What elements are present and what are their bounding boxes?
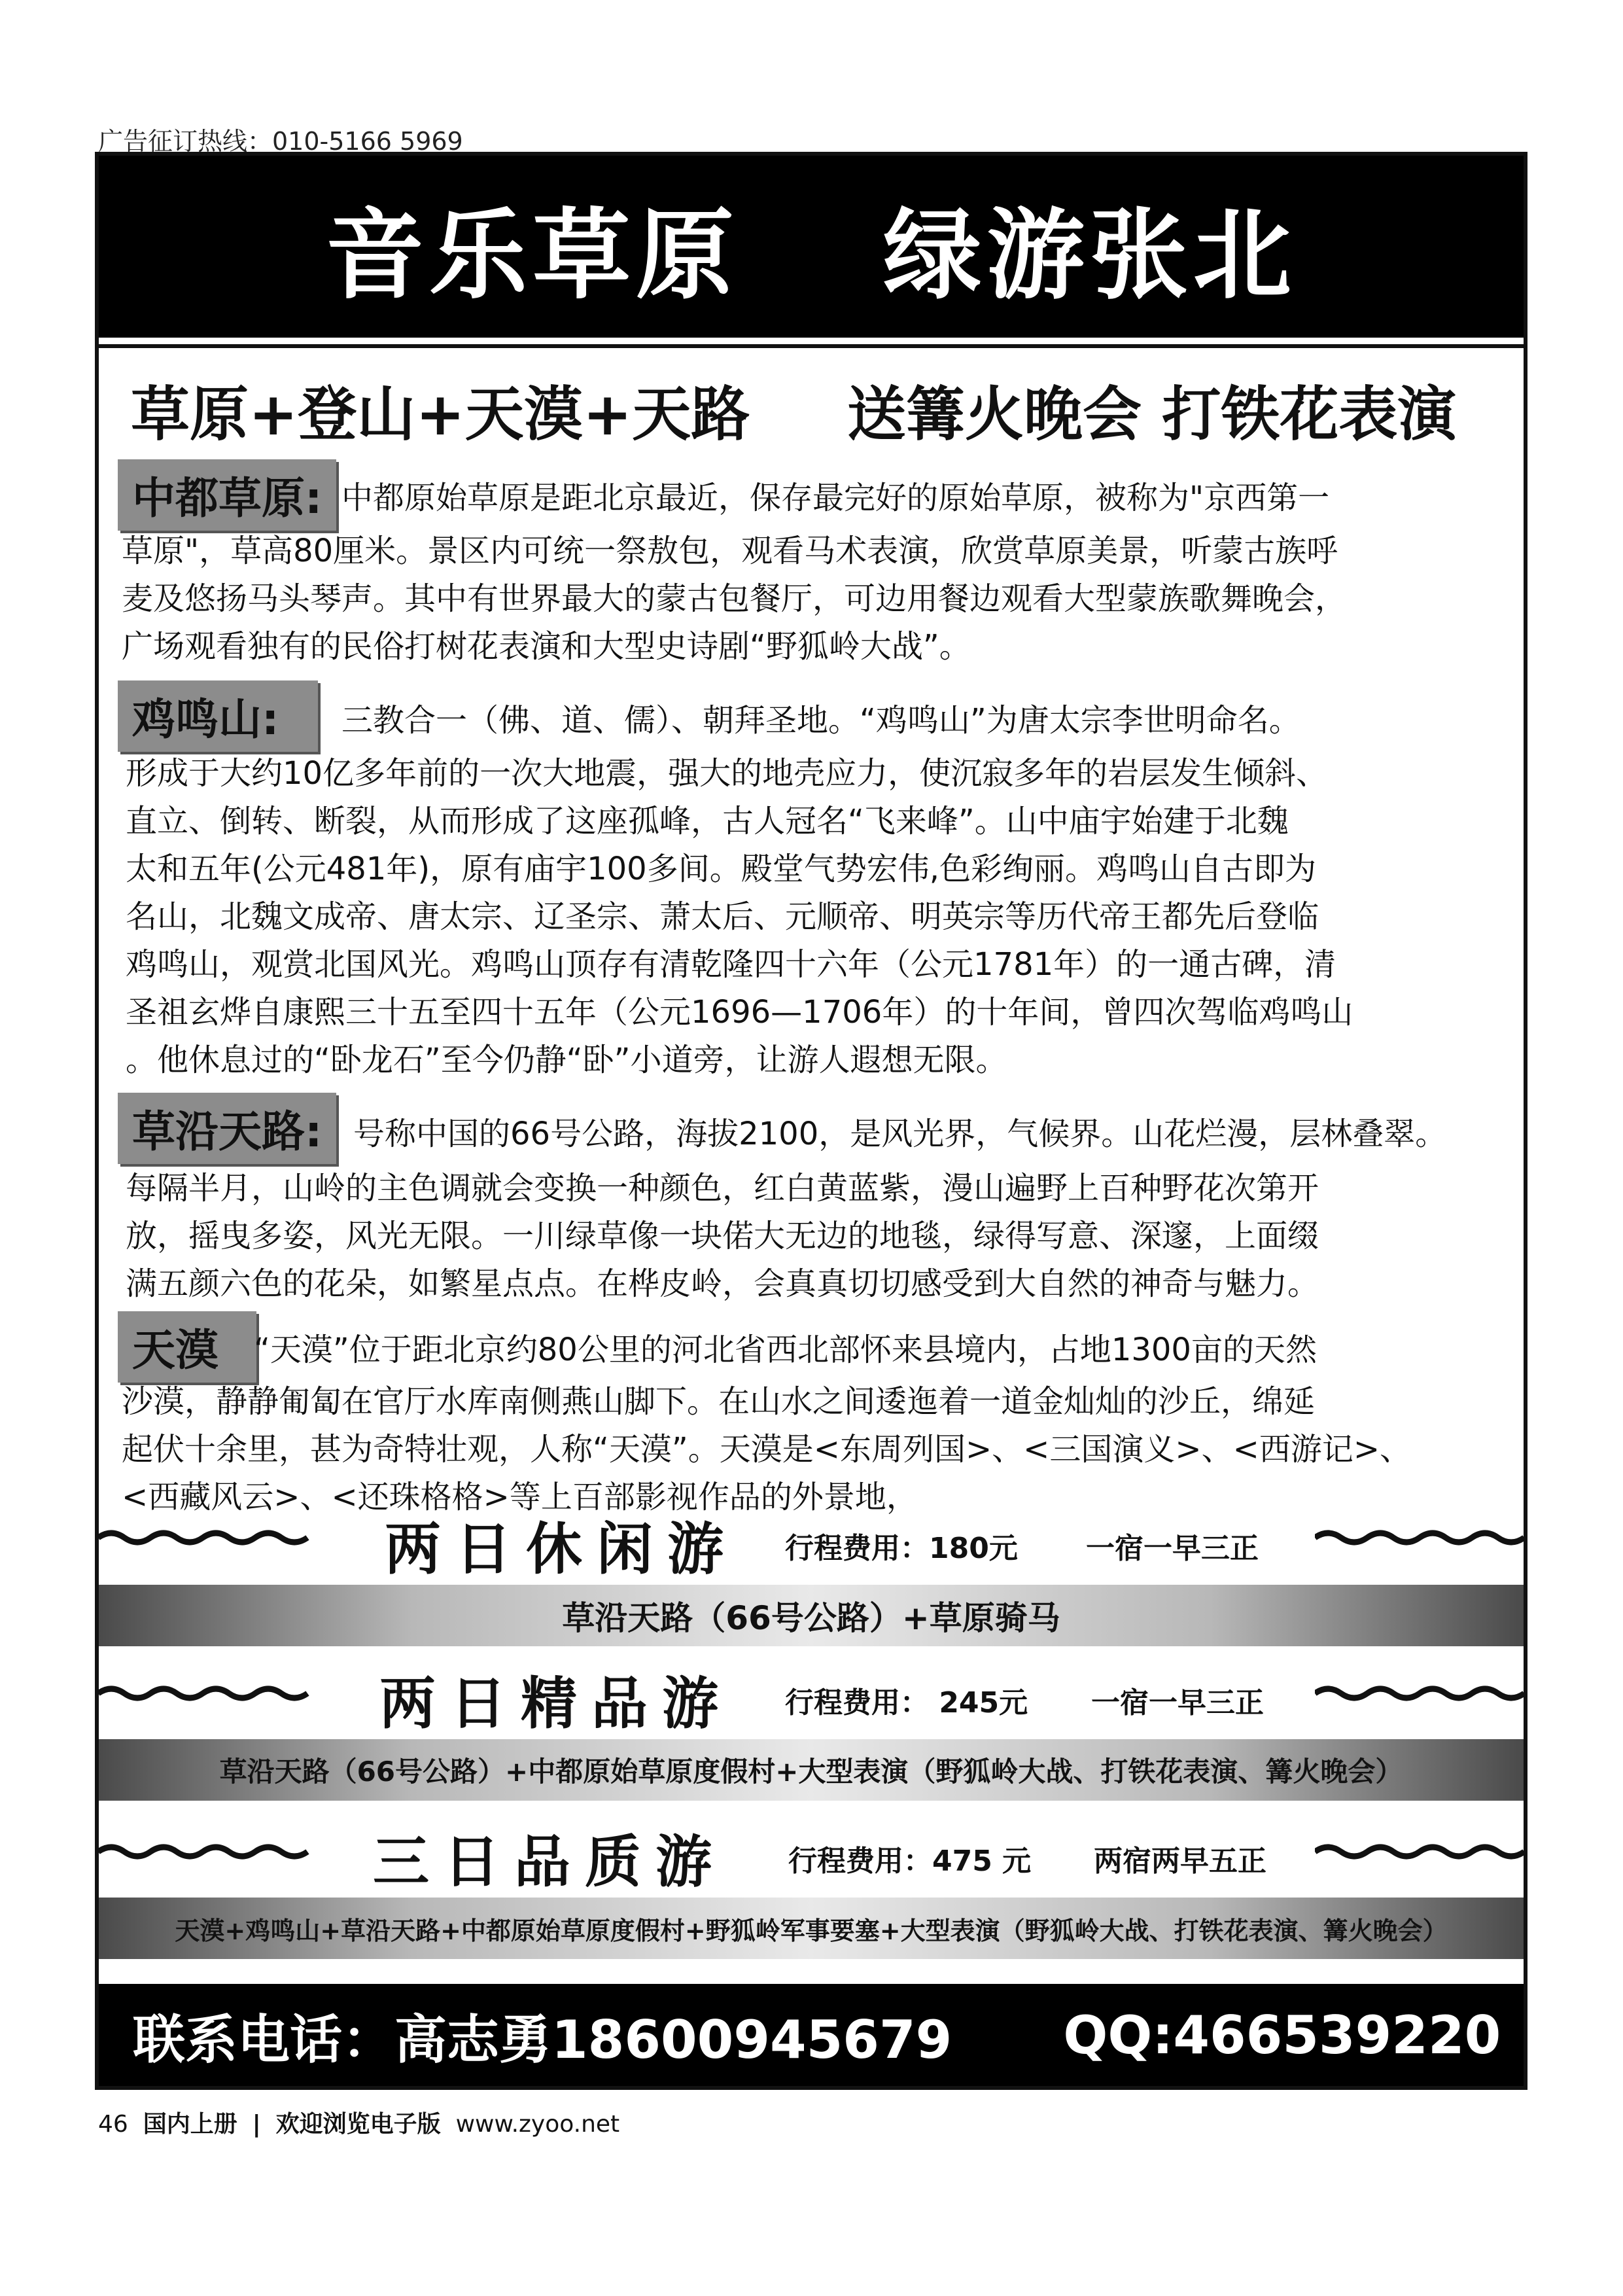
section-tag-zhongdu: 中都草原: <box>118 459 336 531</box>
tour-price: 行程费用：180元 <box>785 1532 1018 1565</box>
wave-decoration-left <box>98 1525 314 1551</box>
paragraph-line: 沙漠，静静匍匐在官厅水库南侧燕山脚下。在山水之间逶迤着一道金灿灿的沙丘，绵延 <box>122 1383 1316 1420</box>
page-footer <box>98 2106 620 2139</box>
tour-route: 草沿天路（66号公路）+中都原始草原度假村+大型表演（野狐岭大战、打铁花表演、篝火晚会） <box>219 1756 1403 1788</box>
tour-meals: 一宿一早三正 <box>1091 1686 1264 1720</box>
paragraph-line: 麦及悠扬马头琴声。其中有世界最大的蒙古包餐厅，可边用餐边观看大型蒙族歌舞晚会， <box>122 580 1347 617</box>
paragraph-line: 鸡鸣山，观赏北国风光。鸡鸣山顶存有清乾隆四十六年（公元1781年）的一通古碑，清 <box>126 946 1336 983</box>
paragraph-line: 名山，北魏文成帝、唐太宗、辽圣宗、萧太后、元顺帝、明英宗等历代帝王都先后登临 <box>126 898 1319 935</box>
wave-decoration-left <box>98 1680 314 1706</box>
section-first-line: 号称中国的66号公路，海拔2100，是风光界，气候界。山花烂漫，层林叠翠。 <box>353 1116 1447 1152</box>
paragraph-line: <西藏风云>、<还珠格格>等上百部影视作品的外景地， <box>122 1479 918 1515</box>
paragraph-line: 。他休息过的“卧龙石”至今仍静“卧”小道旁，让游人遐想无限。 <box>126 1042 1007 1078</box>
divider <box>99 344 1524 348</box>
tour-meals: 一宿一早三正 <box>1086 1532 1259 1565</box>
headline-right: 送篝火晚会 打铁花表演 <box>847 380 1457 449</box>
section-body-caoyan-tianlu <box>126 1165 1319 1308</box>
banner-title-right: 绿游张北 <box>883 199 1297 313</box>
banner-title-left: 音乐草原 <box>325 199 739 313</box>
headline-left: 草原+登山+天漠+天路 <box>131 380 750 449</box>
tour-route: 天漠+鸡鸣山+草沿天路+中都原始草原度假村+野狐岭军事要塞+大型表演（野狐岭大战、打铁花表演、篝火晚会） <box>175 1916 1448 1945</box>
paragraph-line: 广场观看独有的民俗打树花表演和大型史诗剧“野狐岭大战”。 <box>122 628 971 665</box>
ad-hotline: 广告征订热线：010-5166 5969 <box>98 127 463 156</box>
wave-decoration-right <box>1315 1525 1524 1551</box>
paragraph-line: 放，摇曳多姿，风光无限。一川绿草像一块偌大无边的地毯，绿得写意、深邃，上面缀 <box>126 1218 1319 1254</box>
tour-title: 两日精品游 <box>379 1671 733 1737</box>
paragraph-line: 直立、倒转、断裂，从而形成了这座孤峰，古人冠名“飞来峰”。山中庙宇始建于北魏 <box>126 803 1289 839</box>
footer-url[interactable]: www.zyoo.net <box>455 2111 620 2138</box>
wave-decoration-right <box>1315 1680 1524 1706</box>
paragraph-line: 形成于大约10亿多年前的一次大地震，强大的地壳应力，使沉寂多年的岩层发生倾斜、 <box>126 755 1328 792</box>
section-body-tianmo <box>122 1378 1411 1521</box>
tour-title: 两日休闲游 <box>385 1517 738 1582</box>
paragraph-line: 圣祖玄烨自康熙三十五至四十五年（公元1696—1706年）的十年间，曾四次驾临鸡鸣山 <box>126 994 1353 1031</box>
page-number: 46 <box>98 2111 128 2138</box>
contact-bar <box>99 1984 1524 2086</box>
tour-route-bar <box>99 1898 1524 1959</box>
wave-decoration-left <box>98 1839 314 1865</box>
section-tag-jimingshan: 鸡鸣山: <box>118 680 318 752</box>
tour-price: 行程费用：475 元 <box>788 1845 1032 1878</box>
footer-separator: | <box>252 2111 261 2138</box>
section-tag-tianmo: 天漠 <box>118 1311 256 1383</box>
tour-route-bar <box>99 1585 1524 1646</box>
footer-welcome: 欢迎浏览电子版 <box>275 2111 441 2138</box>
tour-title: 三日品质游 <box>373 1829 726 1895</box>
contact-qq: QQ:466539220 <box>1063 2004 1501 2066</box>
paragraph-line: 太和五年(公元481年)，原有庙宇100多间。殿堂气势宏伟,色彩绚丽。鸡鸣山自古即为 <box>126 851 1316 887</box>
tour-route: 草沿天路（66号公路）+草原骑马 <box>562 1599 1060 1637</box>
section-first-line: “天漠”位于距北京约80公里的河北省西北部怀来县境内，占地1300亩的天然 <box>254 1332 1317 1368</box>
tour-meals: 两宿两早五正 <box>1094 1845 1266 1878</box>
paragraph-line: 草原"，草高80厘米。景区内可统一祭敖包，观看马术表演，欣赏草原美景，听蒙古族呼 <box>122 533 1338 569</box>
contact-phone: 联系电话：高志勇18600945679 <box>133 2009 952 2070</box>
tour-route-bar <box>99 1739 1524 1801</box>
paragraph-line: 每隔半月，山岭的主色调就会变换一种颜色，红白黄蓝紫，漫山遍野上百种野花次第开 <box>126 1170 1319 1207</box>
section-tag-caoyan-tianlu: 草沿天路: <box>118 1093 336 1164</box>
section-first-line: 三教合一（佛、道、儒）、朝拜圣地。“鸡鸣山”为唐太宗李世明命名。 <box>341 702 1300 739</box>
paragraph-line: 起伏十余里，甚为奇特壮观，人称“天漠”。天漠是<东周列国>、<三国演义>、<西游记>、 <box>122 1431 1412 1468</box>
section-body-zhongdu <box>122 527 1346 671</box>
title-banner <box>99 156 1524 338</box>
footer-section: 国内上册 <box>143 2111 237 2138</box>
section-body-jimingshan <box>126 750 1353 1084</box>
section-first-line: 中都原始草原是距北京最近，保存最完好的原始草原，被称为"京西第一 <box>341 480 1330 516</box>
paragraph-line: 满五颜六色的花朵，如繁星点点。在桦皮岭，会真真切切感受到大自然的神奇与魅力。 <box>126 1265 1319 1302</box>
wave-decoration-right <box>1315 1839 1524 1865</box>
tour-price: 行程费用： 245元 <box>785 1686 1028 1720</box>
